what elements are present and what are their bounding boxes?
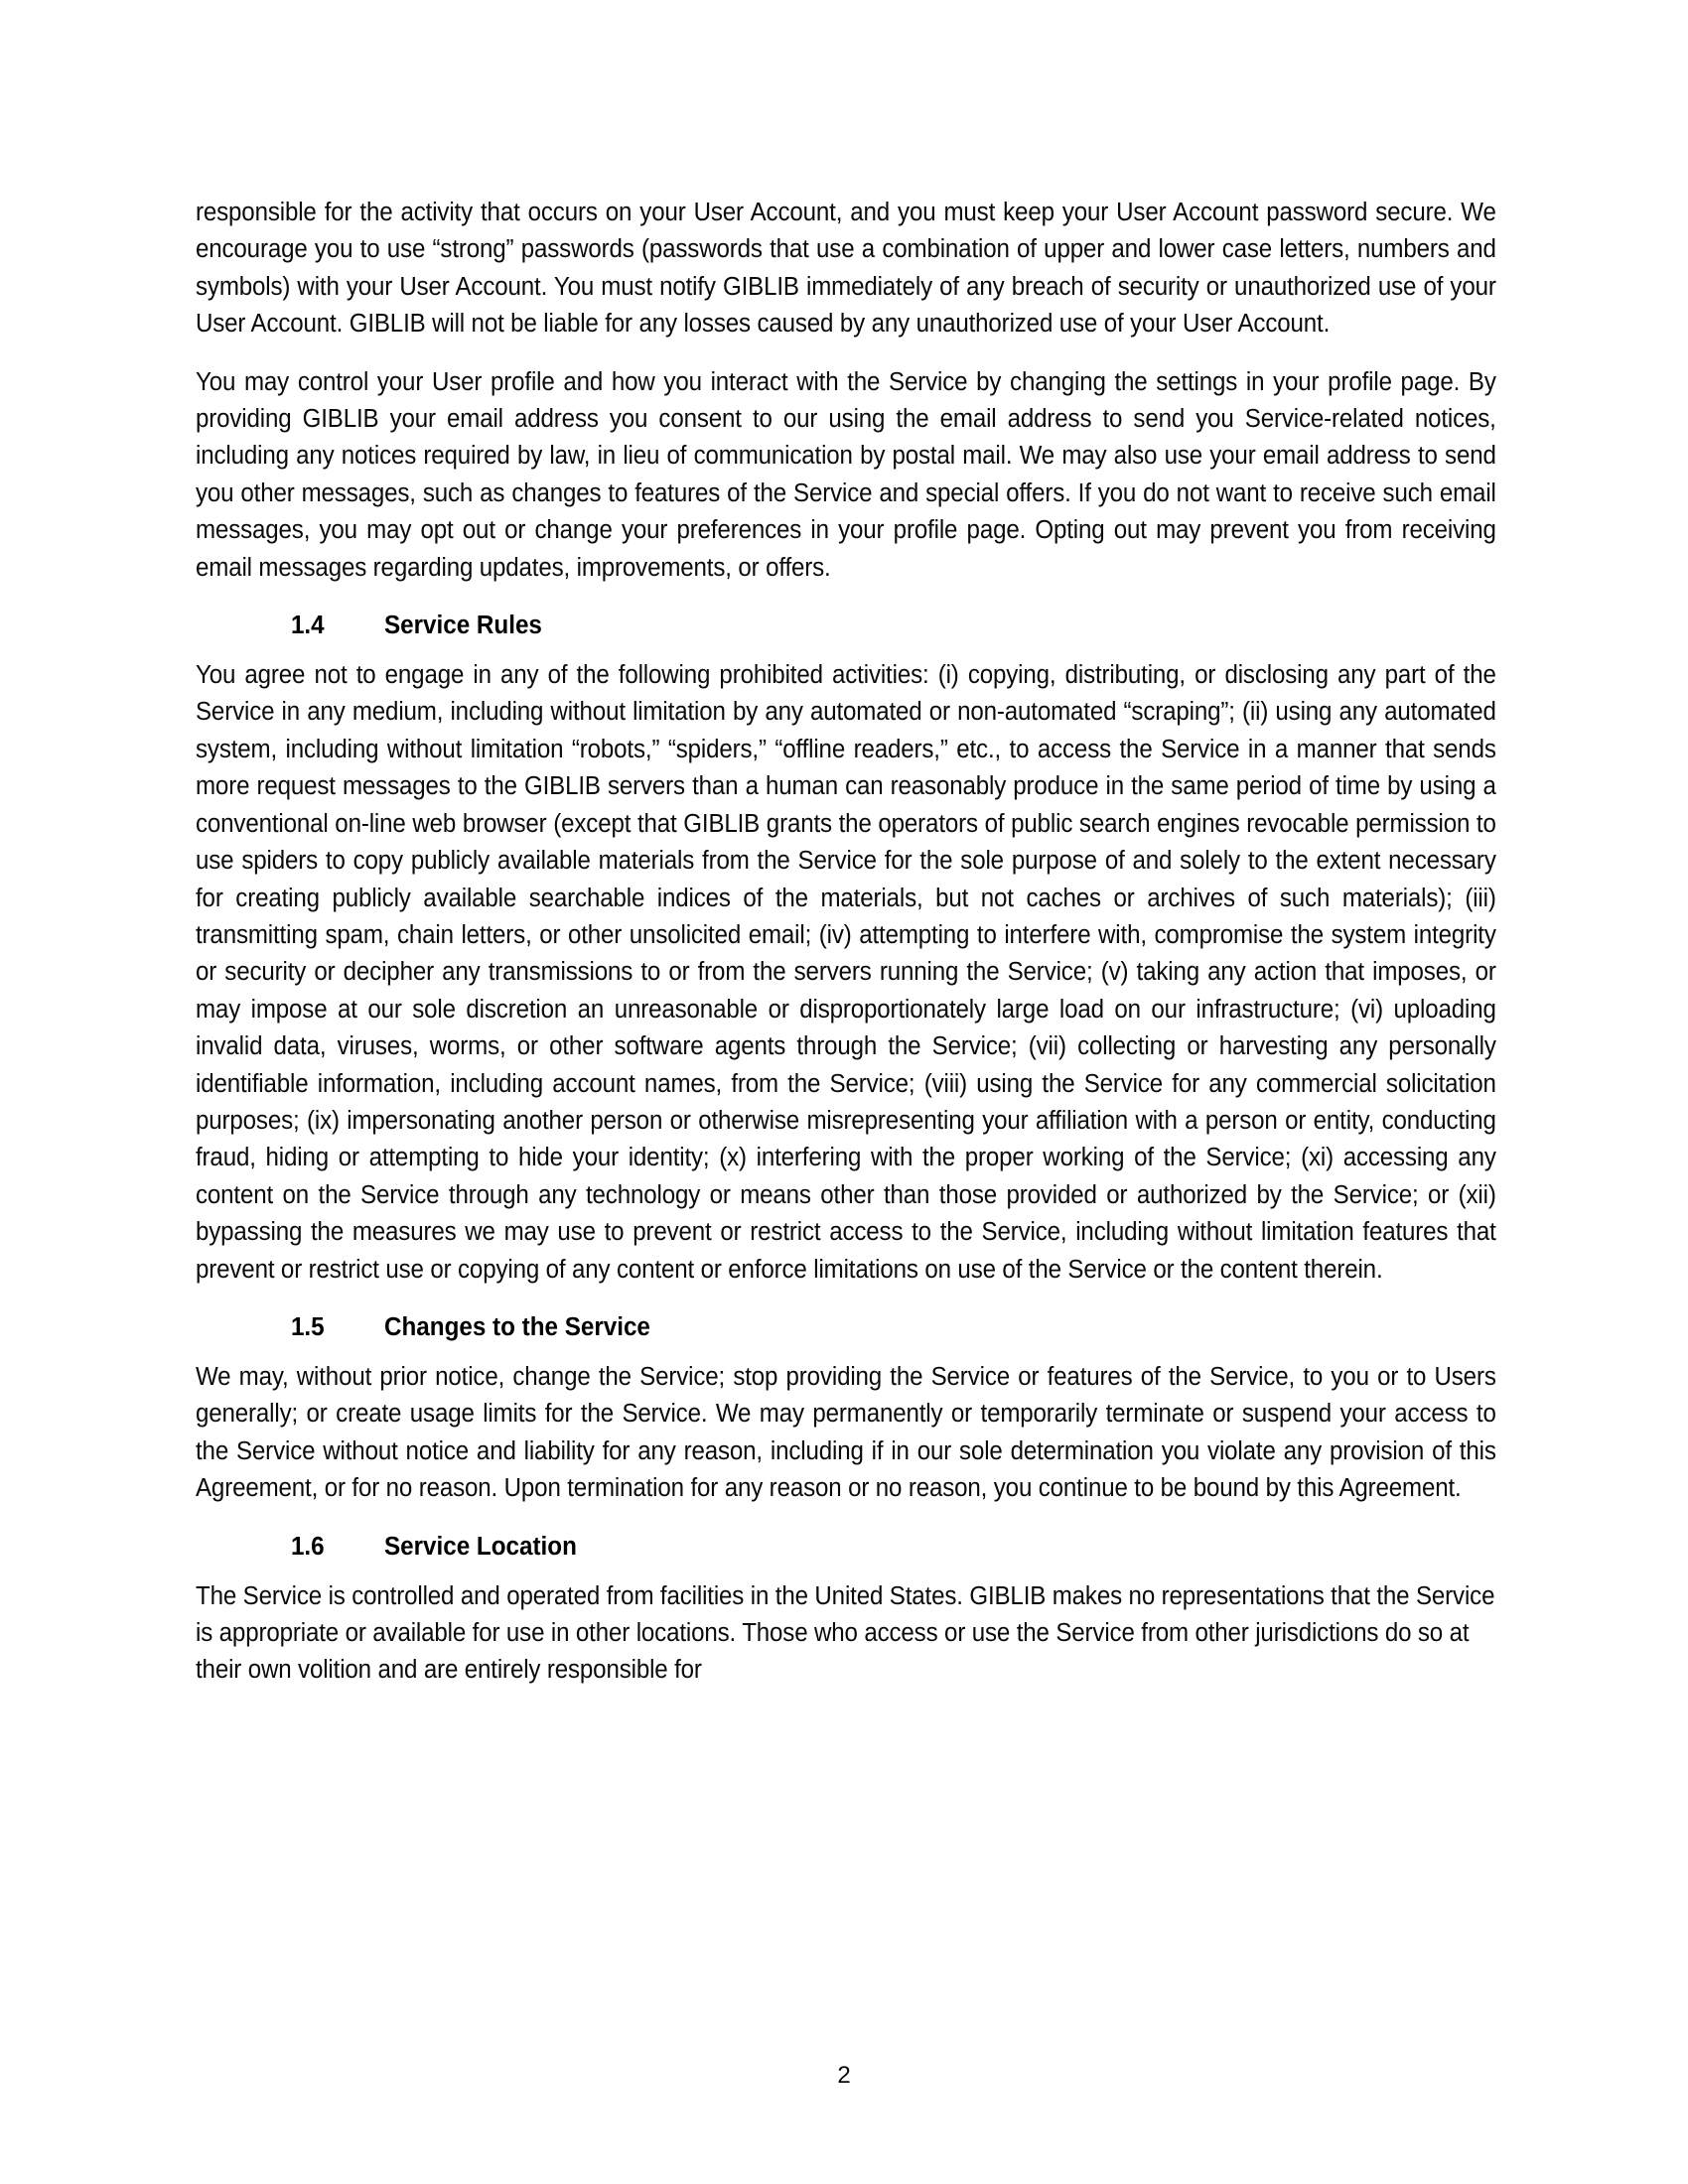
heading-service-rules	[196, 608, 1432, 643]
heading-title: Changes to the Service	[384, 1312, 650, 1341]
paragraph-user-account-responsibility: responsible for the activity that occurs on your User Account, and you must keep your User Account password secure. We encourage you to use “strong” passwords (passwords that use a combination of upper and lower case letters, numbers and symbols) with your User Account. You must notify GIBLIB immediately of any breach of security or unauthorized use of your User Account. GIBLIB will not be liable for any losses caused by any unauthorized use of your User Account.	[196, 199, 1496, 339]
heading-row	[196, 1529, 1432, 1565]
heading-row	[196, 1309, 1432, 1345]
heading-row	[196, 608, 1432, 643]
paragraph-prohibited-activities: You agree not to engage in any of the following prohibited activities: (i) copying, distributing, or disclosing any part of the Service in any medium, including without limitation by any automated or non-automated “scraping”; (ii) using any automated system, including without limitation “robots,” “spiders,” “offline readers,” etc., to access the Service in a manner that sends more request messages to the GIBLIB servers than a human can reasonably produce in the same period of time by using a conventional on-line web browser (except that GIBLIB grants the operators of public search engines revocable permission to use spiders to copy publicly available materials from the Service for the sole purpose of and solely to the extent necessary for creating publicly available searchable indices of the materials, but not caches or archives of such materials); (iii) transmitting spam, chain letters, or other unsolicited email; (iv) attempting to interfere with, compromise the system integrity or security or decipher any transmissions to or from the servers running the Service; (v) taking any action that imposes, or may impose at our sole discretion an unreasonable or disproportionately large load on our infrastructure; (vi) uploading invalid data, viruses, worms, or other software agents through the Service; (vii) collecting or harvesting any personally identifiable information, including account names, from the Service; (viii) using the Service for any commercial solicitation purposes; (ix) impersonating another person or otherwise misrepresenting your affiliation with a person or entity, conducting fraud, hiding or attempting to hide your identity; (x) interfering with the proper working of the Service; (xi) accessing any content on the Service through any technology or means other than those provided or authorized by the Service; or (xii) bypassing the measures we may use to prevent or restrict access to the Service, including without limitation features that prevent or restrict use or copying of any content or enforce limitations on use of the Service or the content therein.	[196, 661, 1496, 1284]
paragraph-user-profile-email: You may control your User profile and how you interact with the Service by changing the settings in your profile page. By providing GIBLIB your email address you consent to our using the email address to send you Service-related notices, including any notices required by law, in lieu of communication by postal mail. We may also use your email address to send you other messages, such as changes to features of the Service and special offers. If you do not want to receive such email messages, you may opt out or change your preferences in your profile page. Opting out may prevent you from receiving email messages regarding updates, improvements, or offers.	[196, 367, 1496, 582]
paragraph-service-location: The Service is controlled and operated from facilities in the United States. GIBLIB makes no representations that the Service is appropriate or available for use in other locations. Those who access or use the Service from other jurisdictions do so at their own volition and are entirely responsible for	[196, 1581, 1495, 1685]
heading-title: Service Rules	[384, 612, 542, 640]
heading-number: 1.4	[290, 612, 325, 640]
page-content-column	[196, 195, 1496, 1710]
heading-title: Service Location	[384, 1532, 577, 1561]
heading-number: 1.5	[290, 1312, 325, 1341]
heading-number: 1.6	[290, 1532, 325, 1561]
heading-changes-to-the-service	[196, 1309, 1432, 1345]
paragraph-changes-to-the-service: We may, without prior notice, change the Service; stop providing the Service or features of the Service, to you or to Users generally; or create usage limits for the Service. We may permanently or temporarily terminate or suspend your access to the Service without notice and liability for any reason, including if in our sole determination you violate any provision of this Agreement, or for no reason. Upon termination for any reason or no reason, you continue to be bound by this Agreement.	[196, 1362, 1496, 1503]
page-number: 2	[837, 2062, 851, 2089]
heading-service-location	[196, 1529, 1432, 1565]
